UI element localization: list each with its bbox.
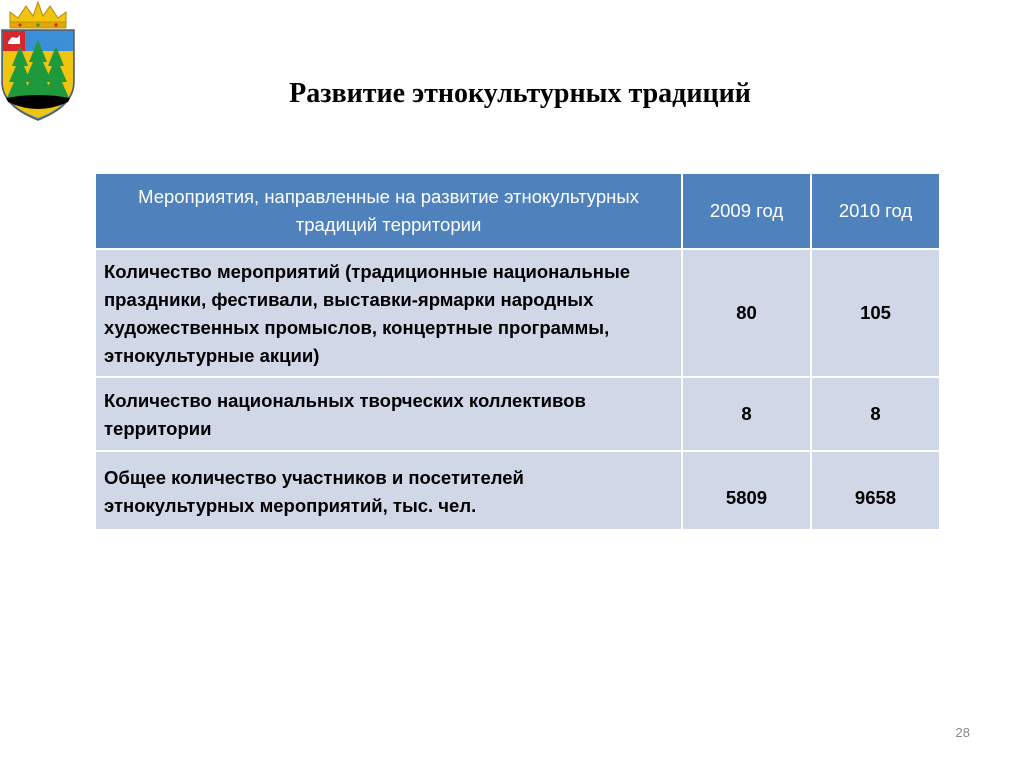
value-2010: 105 <box>811 249 940 377</box>
table-row <box>95 249 940 377</box>
data-table <box>94 172 941 531</box>
page-title: Развитие этнокультурных традиций <box>289 78 751 109</box>
value-2009: 80 <box>682 249 811 377</box>
table-header-row <box>95 173 940 249</box>
row-label: Общее количество участников и посетителей этнокультурных мероприятий, тыс. чел. <box>95 451 682 530</box>
value-2010: 9658 <box>811 451 940 530</box>
value-2009: 5809 <box>682 451 811 530</box>
table-row <box>95 451 940 530</box>
header-2010: 2010 год <box>811 173 940 249</box>
table-row <box>95 377 940 451</box>
row-label: Количество национальных творческих коллективов территории <box>95 377 682 451</box>
row-label: Количество мероприятий (традиционные национальные праздники, фестивали, выставки-ярмарки народных художественных промыслов, концертные программы, этнокультурные акции) <box>95 249 682 377</box>
header-2009: 2009 год <box>682 173 811 249</box>
header-events: Мероприятия, направленные на развитие этнокультурных традиций территории <box>95 173 682 249</box>
value-2010: 8 <box>811 377 940 451</box>
page-number: 28 <box>955 725 970 740</box>
value-2009: 8 <box>682 377 811 451</box>
